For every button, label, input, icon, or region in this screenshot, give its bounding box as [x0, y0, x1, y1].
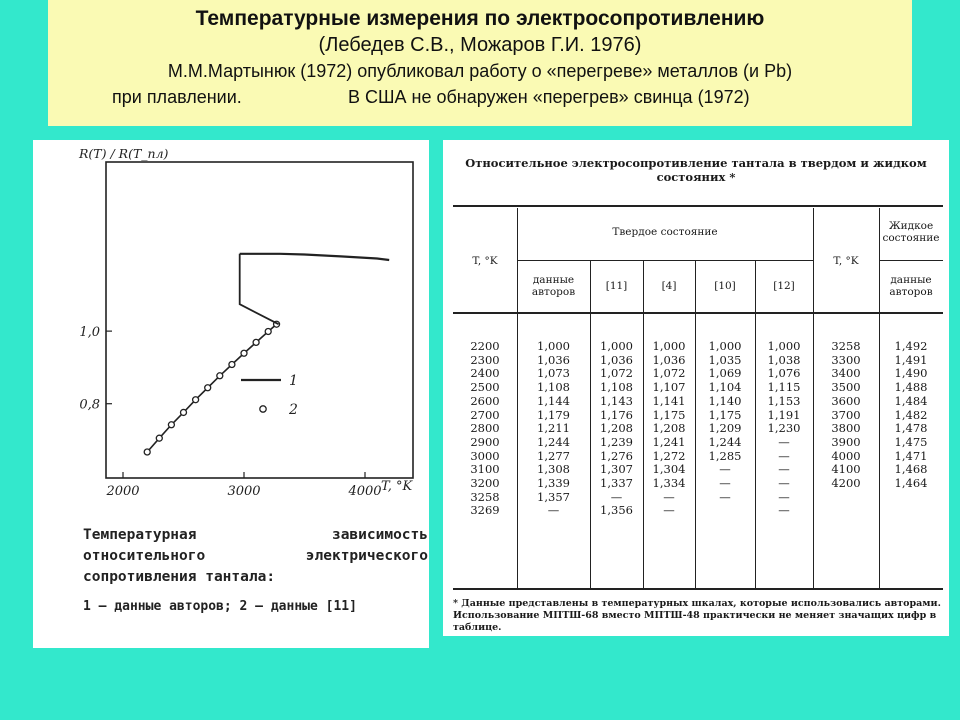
table-cell: 3600: [831, 393, 861, 408]
table-rule-header: [453, 312, 943, 314]
table-rule-top: [453, 205, 943, 207]
table-cell: 1,108: [537, 380, 570, 395]
table-cell: 3800: [831, 421, 861, 436]
title-banner: [48, 0, 912, 126]
series-1-line: [240, 254, 390, 260]
data-point: [156, 435, 162, 441]
table-cell: 1,488: [894, 380, 928, 395]
table-cell: 1,144: [537, 393, 570, 408]
table-cell: 1,491: [894, 352, 928, 367]
table-cell: 3000: [470, 448, 500, 463]
table-cell: —: [547, 503, 560, 518]
table-cell: 1,036: [600, 352, 633, 367]
table-cell: 4100: [831, 462, 861, 477]
data-point: [217, 373, 223, 379]
table-cell: 1,357: [537, 489, 570, 504]
table-cell: 1,230: [767, 421, 801, 436]
table-cell: 1,239: [600, 434, 633, 449]
table-column-header: [10]: [714, 280, 736, 292]
data-point: [265, 328, 271, 334]
plot-frame: [106, 162, 413, 478]
caption-legend: 1 — данные авторов; 2 — данные [11]: [83, 599, 357, 614]
table-cell: 1,140: [708, 393, 742, 408]
table-cell: [695, 504, 755, 518]
table-cell: 1,209: [708, 421, 742, 436]
table-cell: 1,244: [537, 434, 570, 449]
slide-subtitle: (Лебедев С.В., Можаров Г.И. 1976): [318, 34, 642, 56]
table-cell: —: [778, 448, 790, 463]
table-cell: 1,337: [600, 476, 633, 491]
table-cell: 1,176: [600, 407, 633, 422]
table-cell: —: [778, 503, 790, 518]
data-point: [229, 362, 235, 368]
table-cell: 1,478: [894, 421, 928, 436]
table-cell: 1,211: [537, 421, 570, 436]
table-cell: 4200: [831, 476, 861, 491]
table-cell: 3100: [470, 462, 500, 477]
table-cell: 3258: [831, 339, 861, 353]
table-header-t: T, °K: [472, 255, 498, 267]
table-cell: 1,471: [894, 448, 928, 463]
table-cell: 1,036: [652, 352, 686, 367]
y-axis-label: R(T) / R(T_пл): [79, 146, 169, 161]
table-header-solid: Твердое состояние: [612, 226, 718, 238]
table-column-header: [11]: [605, 280, 628, 292]
table-cell: 4000: [831, 448, 861, 463]
table-cell: 3269: [470, 503, 500, 518]
table-cell: 1,208: [600, 421, 633, 436]
table-column-header: данные авторов: [889, 274, 933, 298]
table-cell: 2400: [470, 366, 500, 381]
table-cell: 1,304: [652, 462, 686, 477]
column-ref12: [755, 340, 813, 518]
table-column-header: [4]: [661, 280, 677, 292]
table-cell: 1,000: [537, 339, 570, 353]
column-authors: [517, 340, 590, 518]
table-title: Относительное электросопротивление тантала в твердом и жидком состояних *: [465, 156, 927, 184]
table-cell: —: [663, 489, 675, 504]
table-cell: 1,191: [767, 407, 801, 422]
table-cell: 3700: [831, 407, 861, 422]
table-cell: 1,072: [600, 366, 633, 381]
table-cell: 1,069: [708, 366, 742, 381]
table-cell: 1,073: [537, 366, 570, 381]
table-cell: 1,490: [894, 366, 928, 381]
table-cell: —: [778, 462, 790, 477]
table-cell: 1,108: [600, 380, 633, 395]
x-tick-label: 4000: [348, 484, 382, 499]
table-cell: —: [778, 434, 790, 449]
column-liquid: [879, 340, 943, 491]
table-cell: 1,276: [600, 448, 633, 463]
data-point: [241, 350, 247, 356]
table-cell: 2900: [470, 434, 500, 449]
table-cell: 1,115: [767, 380, 801, 395]
table-cell: 1,307: [600, 462, 633, 477]
table-cell: 1,000: [708, 339, 742, 353]
table-cell: —: [778, 476, 790, 491]
table-cell: 2300: [470, 352, 500, 367]
table-cell: —: [719, 462, 731, 477]
table-cell: 1,464: [894, 476, 928, 491]
table-cell: 1,339: [537, 476, 570, 491]
column-t-liquid: [813, 340, 879, 491]
table-cell: 2800: [470, 421, 500, 436]
table-cell: 3200: [470, 476, 500, 491]
table-cell: 1,035: [708, 352, 742, 367]
table-header-liquid: Жидкое состояние: [882, 220, 940, 244]
table-cell: 1,277: [537, 448, 570, 463]
data-point: [193, 397, 199, 403]
table-footnote: * Данные представлены в температурных шкалах, которые использовались авторами. Использование МПТШ-68 вместо МПТШ-48 практически не меняет значащих цифр в таблице.: [453, 598, 941, 633]
table-cell: 1,076: [767, 366, 801, 381]
x-axis-label: T, °K: [381, 479, 413, 494]
table-cell: 1,038: [767, 352, 801, 367]
slide-title: Температурные измерения по электросопротивлению: [195, 7, 765, 30]
data-point: [181, 409, 187, 415]
legend-circle-marker: [260, 406, 266, 412]
table-cell: —: [719, 489, 731, 504]
table-column-header: данные авторов: [531, 274, 576, 298]
table-rule-subheader: [517, 260, 813, 261]
table-cell: —: [663, 503, 675, 518]
table-cell: 1,468: [894, 462, 928, 477]
table-cell: 2700: [470, 407, 500, 422]
table-cell: 2200: [470, 339, 500, 353]
data-point: [205, 385, 211, 391]
table-cell: 1,000: [767, 339, 801, 353]
table-header-t: T, °K: [833, 255, 859, 267]
column-ref10: [695, 340, 755, 518]
legend-label: 1: [289, 373, 298, 389]
table-cell: —: [778, 489, 790, 504]
table-cell: —: [719, 476, 731, 491]
table-cell: 1,104: [708, 380, 742, 395]
table-cell: 1,482: [894, 407, 928, 422]
table-cell: 1,208: [652, 421, 686, 436]
table-cell: 1,272: [652, 448, 686, 463]
table-cell: 1,179: [537, 407, 570, 422]
table-cell: 3500: [831, 380, 861, 395]
table-cell: 1,475: [894, 434, 928, 449]
table-cell: 3300: [831, 352, 861, 367]
table-rule-subheader: [879, 260, 943, 261]
data-point: [253, 339, 259, 345]
table-cell: 1,356: [600, 503, 633, 518]
slide-text-fragment: В США не обнаружен «перегрев» свинца (1972): [348, 87, 750, 107]
table-cell: 1,244: [708, 434, 742, 449]
table-cell: 1,072: [652, 366, 686, 381]
table-cell: 1,141: [652, 393, 686, 408]
table-cell: 1,143: [600, 393, 633, 408]
column-t-solid: [453, 340, 517, 518]
table-cell: 1,175: [652, 407, 686, 422]
table-cell: 1,285: [708, 448, 742, 463]
figure-caption: [83, 525, 428, 617]
table-cell: 1,153: [767, 393, 801, 408]
column-ref4: [643, 340, 695, 518]
x-tick-label: 2000: [106, 484, 140, 499]
table-cell: 2600: [470, 393, 500, 408]
table-cell: 3400: [831, 366, 861, 381]
table-cell: 1,000: [652, 339, 686, 353]
slide-text-fragment: при плавлении.: [112, 87, 242, 107]
table-cell: 1,241: [652, 434, 686, 449]
table-cell: 1,175: [708, 407, 742, 422]
table-cell: 3900: [831, 434, 861, 449]
chart-panel: [33, 140, 429, 648]
table-cell: 3258: [470, 489, 500, 504]
table-cell: 1,484: [894, 393, 928, 408]
y-tick-label: 1,0: [79, 325, 100, 341]
table-cell: 1,492: [894, 339, 928, 353]
resistance-chart: [33, 140, 429, 520]
table-cell: 1,036: [537, 352, 570, 367]
table-cell: 1,308: [537, 462, 570, 477]
table-cell: 1,334: [652, 476, 686, 491]
data-point: [144, 449, 150, 455]
caption-text: Температурная зависимость относительного электрического сопротивления тантала:: [83, 527, 428, 585]
table-column-header: [12]: [773, 280, 795, 292]
y-tick-label: 0,8: [79, 397, 100, 413]
table-cell: 1,000: [600, 339, 633, 353]
table-cell: —: [610, 489, 623, 504]
table-panel: [443, 140, 949, 636]
column-ref11: [590, 340, 643, 518]
x-tick-label: 3000: [227, 484, 261, 499]
legend-label: 2: [289, 402, 298, 418]
table-rule-bottom: [453, 588, 943, 590]
melting-jump-line: [240, 254, 279, 324]
data-point: [168, 422, 174, 428]
table-cell: 2500: [470, 380, 500, 395]
slide-text-line: М.М.Мартынюк (1972) опубликовал работу о «перегреве» металлов (и Pb): [167, 61, 793, 81]
table-cell: 1,107: [652, 380, 686, 395]
